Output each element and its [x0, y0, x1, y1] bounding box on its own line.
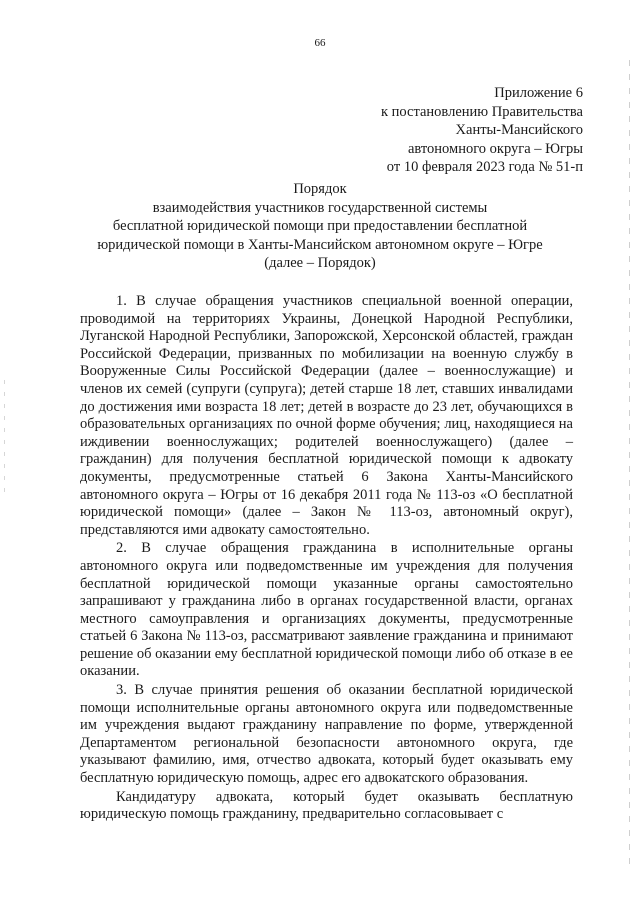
paragraph-4: Кандидатуру адвоката, который будет оказывать бесплатную юридическую помощь гражданину, предварительно согласовывает с [80, 788, 573, 823]
appendix-line: к постановлению Правительства [381, 103, 583, 120]
scan-edge-left [4, 380, 5, 500]
paragraph-3: 3. В случае принятия решения об оказании бесплатной юридической помощи исполнительные органы автономного округа или подведомственные им учреждения выдают гражданину направление по форме, утвержденной Департаментом региональной безопасности автономного округа, где указывают фамилию, имя, отчество адвоката, который будет оказывать ему бесплатную юридическую помощь, адрес его адвокатского образования. [80, 682, 573, 787]
document-title [60, 180, 580, 273]
title-line: взаимодействия участников государственной системы [152, 199, 488, 216]
page-number: 66 [314, 37, 326, 49]
appendix-header [381, 84, 583, 177]
paragraph-2: 2. В случае обращения гражданина в исполнительные органы автономного округа или подведомственные им учреждения для получения бесплатной юридической помощи указанные органы самостоятельно запрашивают у гражданина либо в органах государственной власти, органах местного самоуправления и организациях документы, предусмотренные статьей 6 Закона № 113-оз, рассматривают заявление гражданина и принимают решение об оказании ему бесплатной юридической помощи либо об отказе в ее оказании. [80, 540, 573, 680]
document-body [80, 293, 573, 824]
appendix-line: от 10 февраля 2023 года № 51-п [386, 159, 583, 175]
title-line: Порядок [293, 181, 347, 197]
title-line: бесплатной юридической помощи при предоставлении бесплатной [112, 218, 528, 234]
paragraph-1: 1. В случае обращения участников специальной военной операции, проводимой на территориях Украины, Донецкой Народной Республики, Луганской Народной Республики, Запорожской, Херсонской областей, граждан Российской Федерации, призванных по мобилизации на военную службу в Вооруженные Силы Российской Федерации (далее – военнослужащие) и членов их семей (супруги (супруга); детей старше 18 лет, ставших инвалидами до достижения ими возраста 18 лет; детей в возрасте до 23 лет, обучающихся в образовательных организациях по очной форме обучения; лиц, находящиеся на иждивении военнослужащих; родителей военнослужащего) (далее – гражданин) для получения бесплатной юридической помощи к адвокату документы, предусмотренные статьей 6 Закона Ханты-Мансийского автономного округа – Югры от 16 декабря 2011 года № 113-оз «О бесплатной юридической помощи» (далее – Закон № 113-оз, автономный округ), представляются ими адвокату самостоятельно. [80, 293, 573, 538]
appendix-line: Приложение 6 [494, 85, 583, 101]
appendix-line: автономного округа – Югры [407, 140, 583, 157]
appendix-line: Ханты-Мансийского [455, 122, 583, 138]
scan-edge-right [629, 60, 630, 870]
title-line: (далее – Порядок) [264, 255, 376, 271]
title-line: юридической помощи в Ханты-Мансийском автономном округе – Югре [97, 236, 543, 253]
